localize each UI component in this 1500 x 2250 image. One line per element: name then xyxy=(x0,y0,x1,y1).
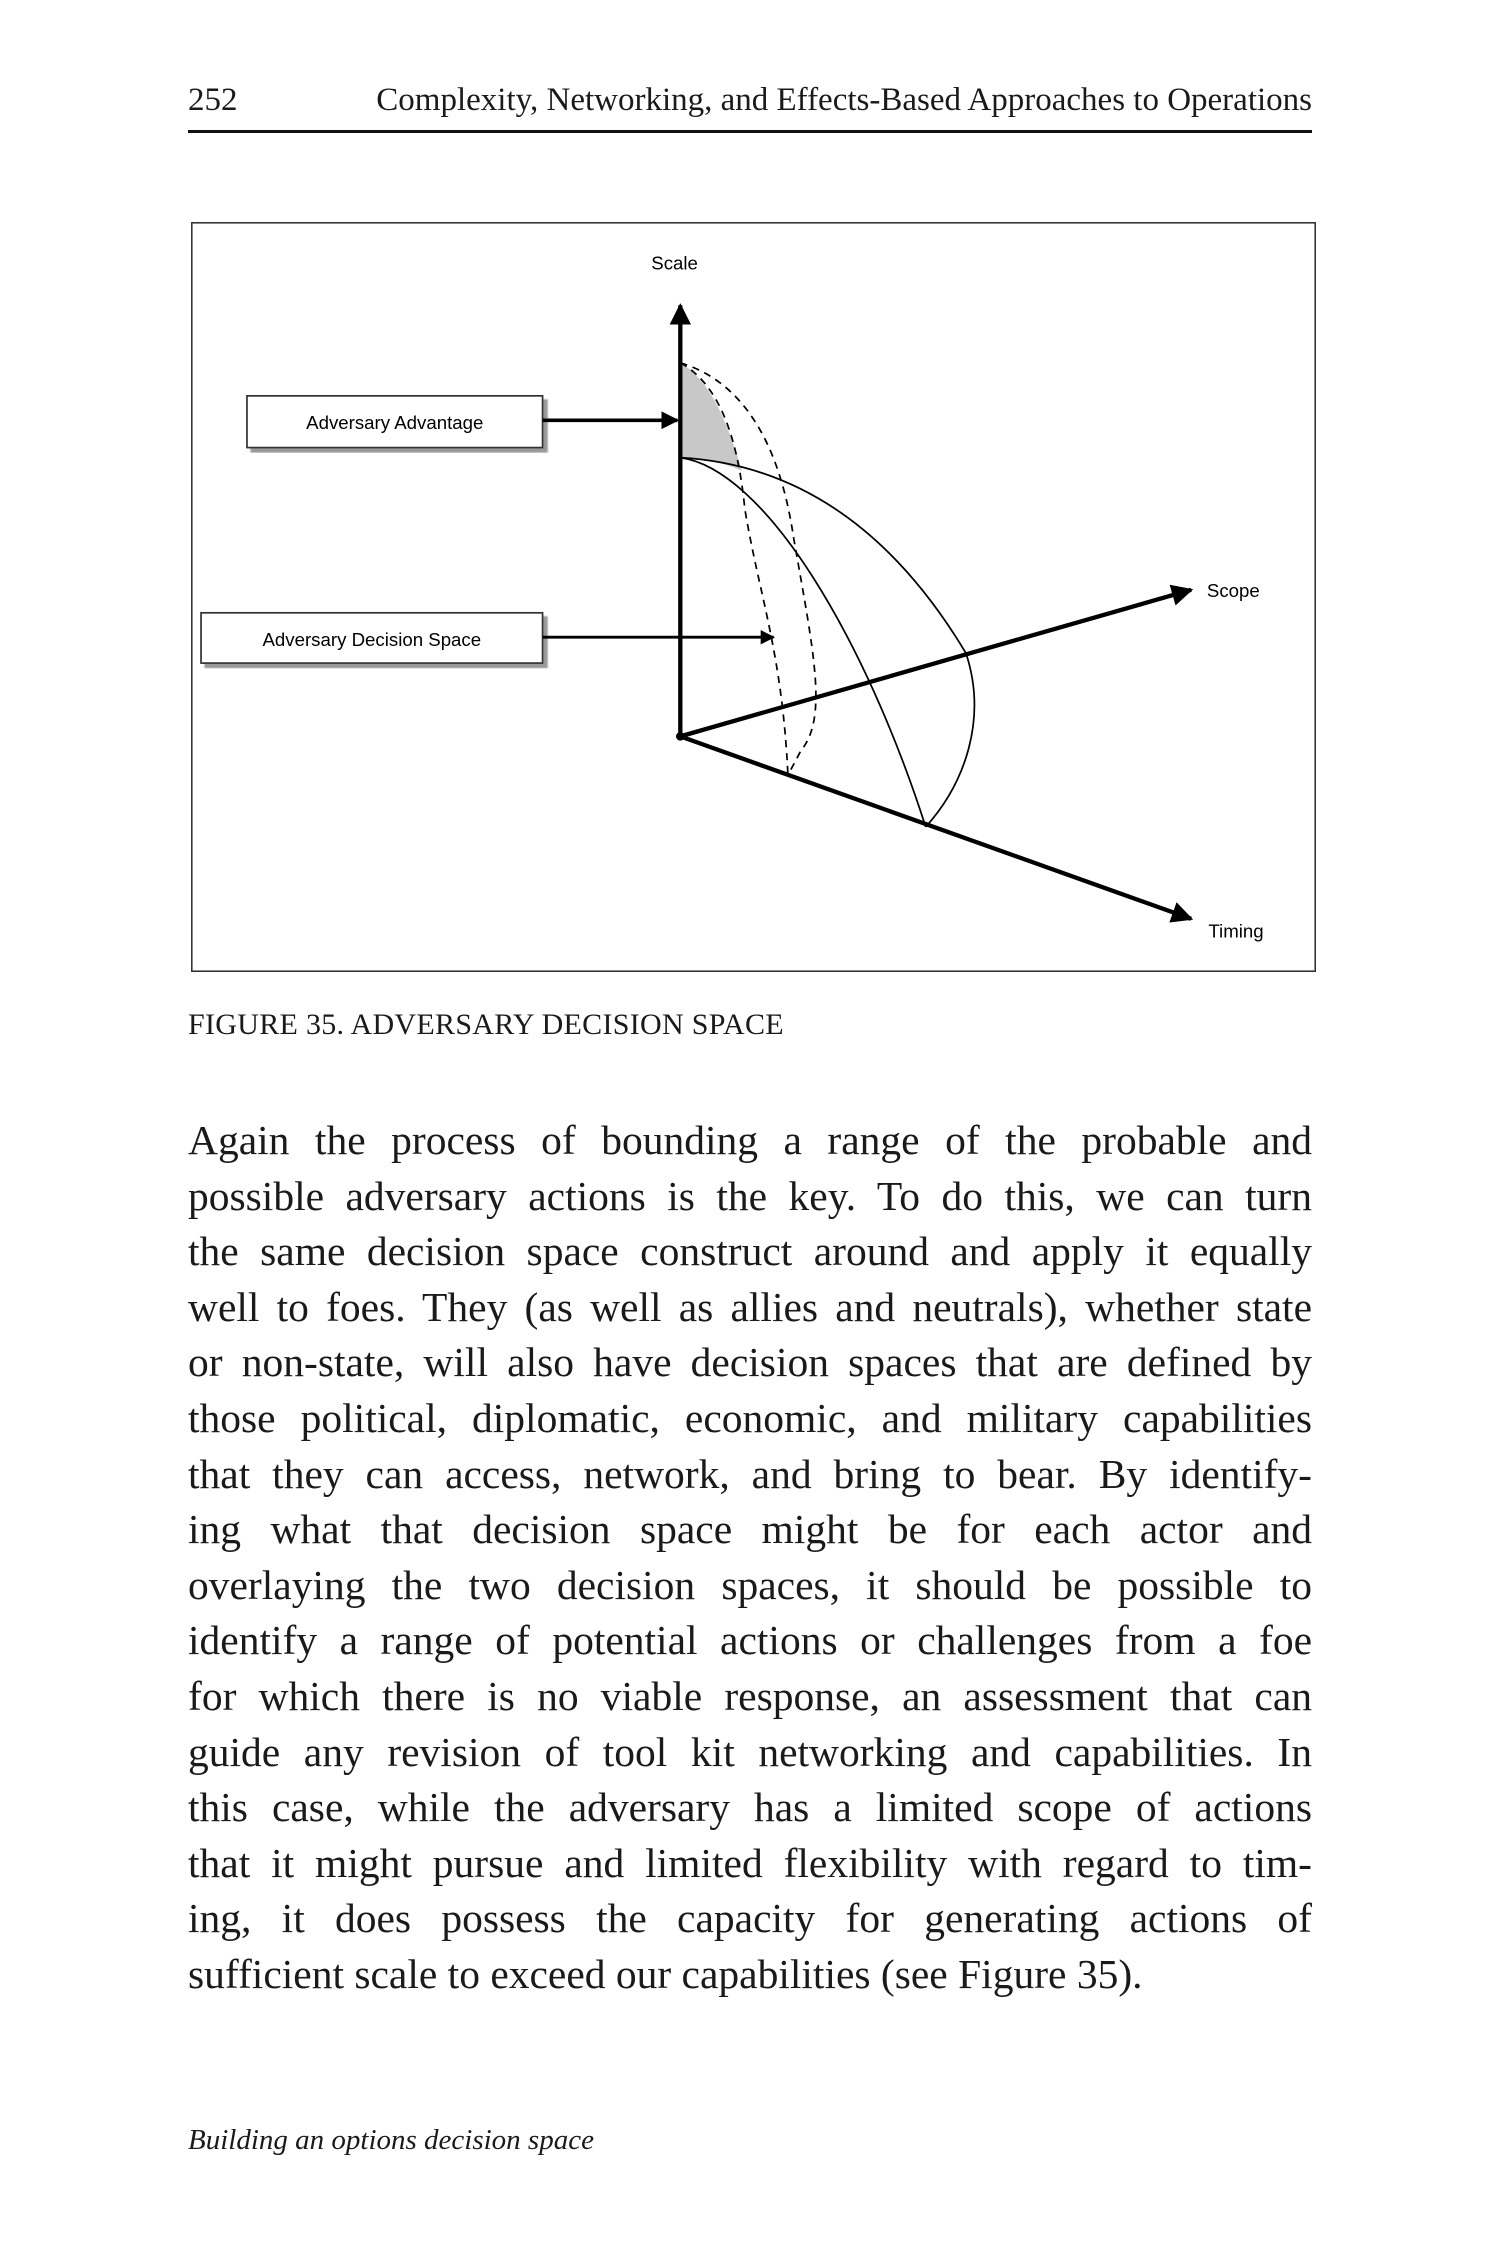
paragraph-line: for which there is no viable response, an assessment that can xyxy=(188,1672,1312,1719)
paragraph-line: possible adversary actions is the key. To do this, we can turn xyxy=(188,1172,1312,1219)
scope-axis-label: Scope xyxy=(1206,579,1260,602)
paragraph-line: guide any revision of tool kit networking and capabilities. In xyxy=(188,1728,1312,1775)
paragraph-line: ing, it does possess the capacity for generating actions of xyxy=(188,1895,1312,1942)
paragraph-line: well to foes. They (as well as allies and neutrals), whether state xyxy=(188,1283,1312,1330)
figure-caption: FIGURE 35. ADVERSARY DECISION SPACE xyxy=(188,1008,784,1041)
adversary-decision-space-figure xyxy=(191,222,1316,972)
adversary-decision-space-label: Adversary Decision Space xyxy=(262,628,482,650)
paragraph-line: Again the process of bounding a range of the probable and xyxy=(188,1117,1312,1163)
paragraph-line: the same decision space construct around and apply it equally xyxy=(188,1228,1312,1275)
paragraph-line: that it might pursue and limited flexibility with regard to tim- xyxy=(188,1839,1312,1886)
adversary-advantage-label: Adversary Advantage xyxy=(306,411,484,433)
body-paragraph xyxy=(188,1113,1312,2003)
paragraph-line: ing what that decision space might be for each actor and xyxy=(188,1506,1312,1553)
page-number: 252 xyxy=(188,82,238,118)
scale-axis-label: Scale xyxy=(651,252,698,274)
paragraph-line: overlaying the two decision spaces, it should be possible to xyxy=(188,1561,1312,1608)
paragraph-line: sufficient scale to exceed our capabilities (see Figure 35). xyxy=(188,1950,1143,1997)
paragraph-line: identify a range of potential actions or challenges from a foe xyxy=(188,1617,1312,1664)
paragraph-line: that they can access, network, and bring to bear. By identify- xyxy=(188,1450,1312,1497)
paragraph-line: or non-state, will also have decision spaces that are defined by xyxy=(188,1339,1312,1386)
section-heading: Building an options decision space xyxy=(188,2124,594,2156)
paragraph-line: this case, while the adversary has a limited scope of actions xyxy=(188,1784,1312,1831)
figure-frame xyxy=(192,223,1316,972)
timing-axis-label: Timing xyxy=(1208,920,1264,942)
origin-point xyxy=(676,732,685,741)
running-header xyxy=(188,82,1312,133)
paragraph-line: those political, diplomatic, economic, and military capabilities xyxy=(188,1394,1312,1441)
running-title: Complexity, Networking, and Effects-Based Approaches to Operations xyxy=(376,82,1312,118)
